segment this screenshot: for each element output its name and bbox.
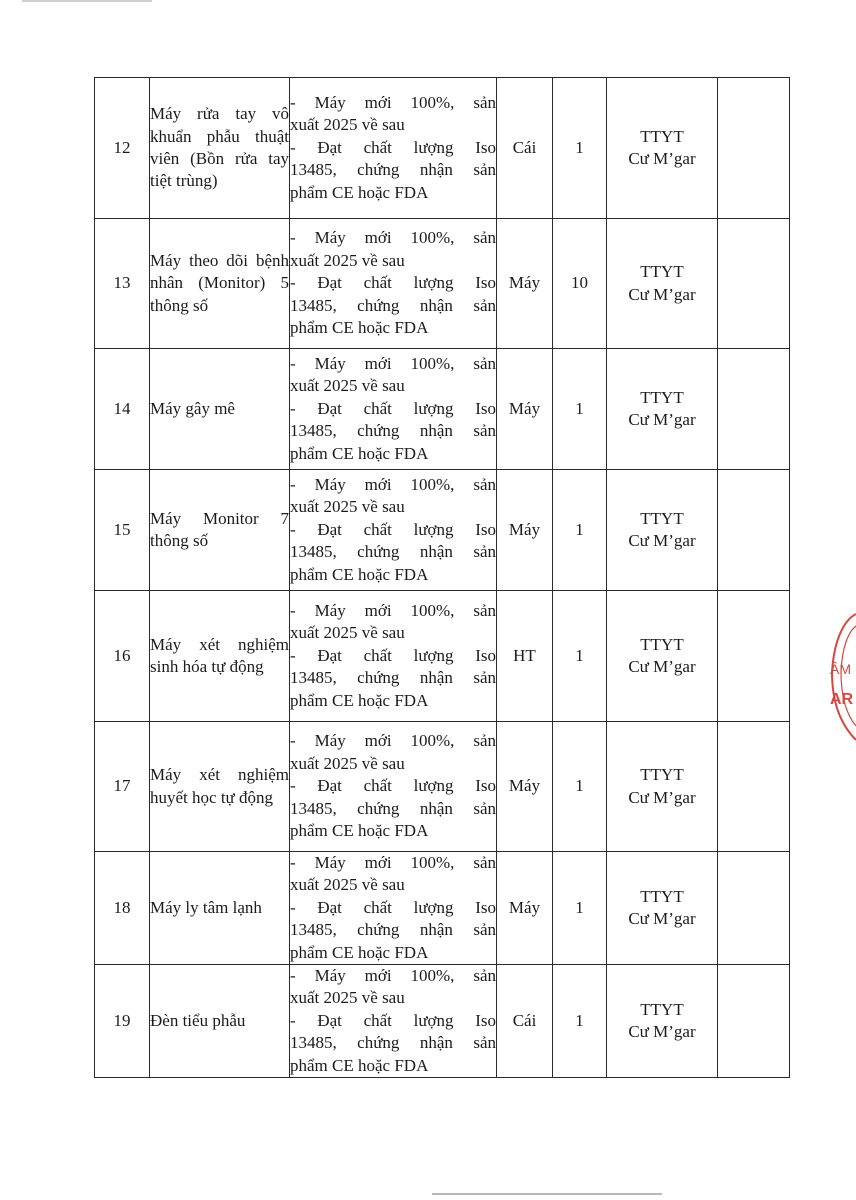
spec-line: - Đạt chất lượng Iso [290,519,496,539]
spec-line: xuất 2025 về sau [290,753,405,773]
equipment-table [94,77,790,1078]
technical-spec [290,965,497,1078]
spec-line: - Máy mới 100%, sản [290,474,496,494]
location-line-1: TTYT [640,387,684,407]
location-cell [607,722,718,852]
spec-line: phẩm CE hoặc FDA [290,690,429,710]
location-cell [607,965,718,1078]
technical-spec [290,219,497,349]
note-cell [718,965,790,1078]
red-stamp-fragment [826,612,856,742]
unit-cell: Cái [497,78,553,219]
location-line-1: TTYT [640,634,684,654]
row-number: 12 [95,78,150,219]
table-row [95,219,790,349]
spec-line: phẩm CE hoặc FDA [290,1055,429,1075]
table-row [95,852,790,965]
location-line-2: Cư M’gar [628,909,696,929]
spec-line: 13485, chứng nhận sản [290,920,496,940]
spec-line: - Máy mới 100%, sản [290,853,496,872]
spec-line: - Đạt chất lượng Iso [290,398,496,418]
location-line-2: Cư M’gar [628,787,696,807]
unit-cell: HT [497,591,553,722]
unit-cell: Cái [497,965,553,1078]
spec-line: - Đạt chất lượng Iso [290,273,496,293]
quantity-cell: 1 [553,965,607,1078]
unit-cell: Máy [497,470,553,591]
location-cell [607,219,718,349]
spec-line: 13485, chứng nhận sản [290,295,496,315]
note-cell [718,78,790,219]
spec-line: xuất 2025 về sau [290,875,405,895]
table-row [95,591,790,722]
location-line-1: TTYT [640,126,684,146]
spec-line: - Máy mới 100%, sản [290,353,496,373]
spec-line: 13485, chứng nhận sản [290,542,496,562]
location-line-1: TTYT [640,262,684,282]
quantity-cell: 1 [553,78,607,219]
row-number: 19 [95,965,150,1078]
location-line-2: Cư M’gar [628,657,696,676]
spec-line: xuất 2025 về sau [290,988,405,1008]
note-cell [718,219,790,349]
location-cell [607,78,718,219]
spec-line: 13485, chứng nhận sản [290,668,496,688]
table-row [95,349,790,470]
spec-line: - Máy mới 100%, sản [290,966,496,986]
location-line-1: TTYT [640,999,684,1019]
spec-line: phẩm CE hoặc FDA [290,318,429,338]
equipment-name: Máy ly tâm lạnh [150,852,290,965]
spec-line: 13485, chứng nhận sản [290,798,496,818]
stamp-text-1: ÂM [830,661,851,677]
spec-line: phẩm CE hoặc FDA [290,182,429,202]
unit-cell: Máy [497,219,553,349]
spec-line: phẩm CE hoặc FDA [290,443,429,463]
spec-line: 13485, chứng nhận sản [290,1033,496,1053]
row-number: 16 [95,591,150,722]
technical-spec [290,722,497,852]
row-number: 14 [95,349,150,470]
table-row [95,470,790,591]
location-line-2: Cư M’gar [628,284,696,304]
spec-line: xuất 2025 về sau [290,623,405,643]
note-cell [718,470,790,591]
technical-spec [290,78,497,219]
equipment-name: Máy xét nghiệm sinh hóa tự động [150,591,290,722]
spec-line: xuất 2025 về sau [290,497,405,517]
table-body [95,78,790,1078]
spec-line: xuất 2025 về sau [290,250,405,270]
spec-line: phẩm CE hoặc FDA [290,821,429,841]
location-cell [607,852,718,965]
spec-line: - Máy mới 100%, sản [290,600,496,620]
equipment-name: Máy xét nghiệm huyết học tự động [150,722,290,852]
quantity-cell: 10 [553,219,607,349]
location-line-1: TTYT [640,765,684,785]
spec-line: - Đạt chất lượng Iso [290,897,496,917]
spec-line: - Máy mới 100%, sản [290,228,496,248]
quantity-cell: 1 [553,591,607,722]
row-number: 15 [95,470,150,591]
location-cell [607,349,718,470]
technical-spec [290,591,497,722]
technical-spec [290,470,497,591]
location-line-2: Cư M’gar [628,1022,696,1042]
unit-cell: Máy [497,349,553,470]
quantity-cell: 1 [553,852,607,965]
equipment-name: Máy rửa tay vô khuẩn phẫu thuật viên (Bồn rửa tay tiệt trùng) [150,78,290,219]
scan-edge-mark-bottom [432,1193,662,1195]
technical-spec [290,852,497,965]
spec-line: - Máy mới 100%, sản [290,731,496,751]
spec-line: xuất 2025 về sau [290,115,405,135]
table-row [95,722,790,852]
equipment-name: Máy gây mê [150,349,290,470]
quantity-cell: 1 [553,349,607,470]
spec-line: - Đạt chất lượng Iso [290,645,496,665]
note-cell [718,722,790,852]
location-cell [607,470,718,591]
spec-line: - Máy mới 100%, sản [290,92,496,112]
row-number: 13 [95,219,150,349]
equipment-name: Máy Monitor 7 thông số [150,470,290,591]
note-cell [718,852,790,965]
scan-edge-mark [22,0,152,2]
location-line-2: Cư M’gar [628,410,696,429]
row-number: 18 [95,852,150,965]
row-number: 17 [95,722,150,852]
spec-line: - Đạt chất lượng Iso [290,1010,496,1030]
spec-line: - Đạt chất lượng Iso [290,776,496,796]
spec-line: xuất 2025 về sau [290,376,405,396]
unit-cell: Máy [497,852,553,965]
spec-line: phẩm CE hoặc FDA [290,564,429,584]
stamp-text-2: AR [830,691,854,708]
unit-cell: Máy [497,722,553,852]
technical-spec [290,349,497,470]
quantity-cell: 1 [553,470,607,591]
equipment-name: Đèn tiểu phẫu [150,965,290,1078]
note-cell [718,591,790,722]
quantity-cell: 1 [553,722,607,852]
location-line-1: TTYT [640,886,684,906]
spec-line: phẩm CE hoặc FDA [290,942,429,962]
equipment-name: Máy theo dõi bệnh nhân (Monitor) 5 thông số [150,219,290,349]
note-cell [718,349,790,470]
stamp-graphic [826,612,856,742]
location-cell [607,591,718,722]
location-line-2: Cư M’gar [628,149,696,168]
table-row [95,965,790,1078]
location-line-2: Cư M’gar [628,531,696,550]
location-line-1: TTYT [640,508,684,528]
spec-line: 13485, chứng nhận sản [290,160,496,180]
spec-line: 13485, chứng nhận sản [290,421,496,441]
spec-line: - Đạt chất lượng Iso [290,137,496,157]
table-row [95,78,790,219]
